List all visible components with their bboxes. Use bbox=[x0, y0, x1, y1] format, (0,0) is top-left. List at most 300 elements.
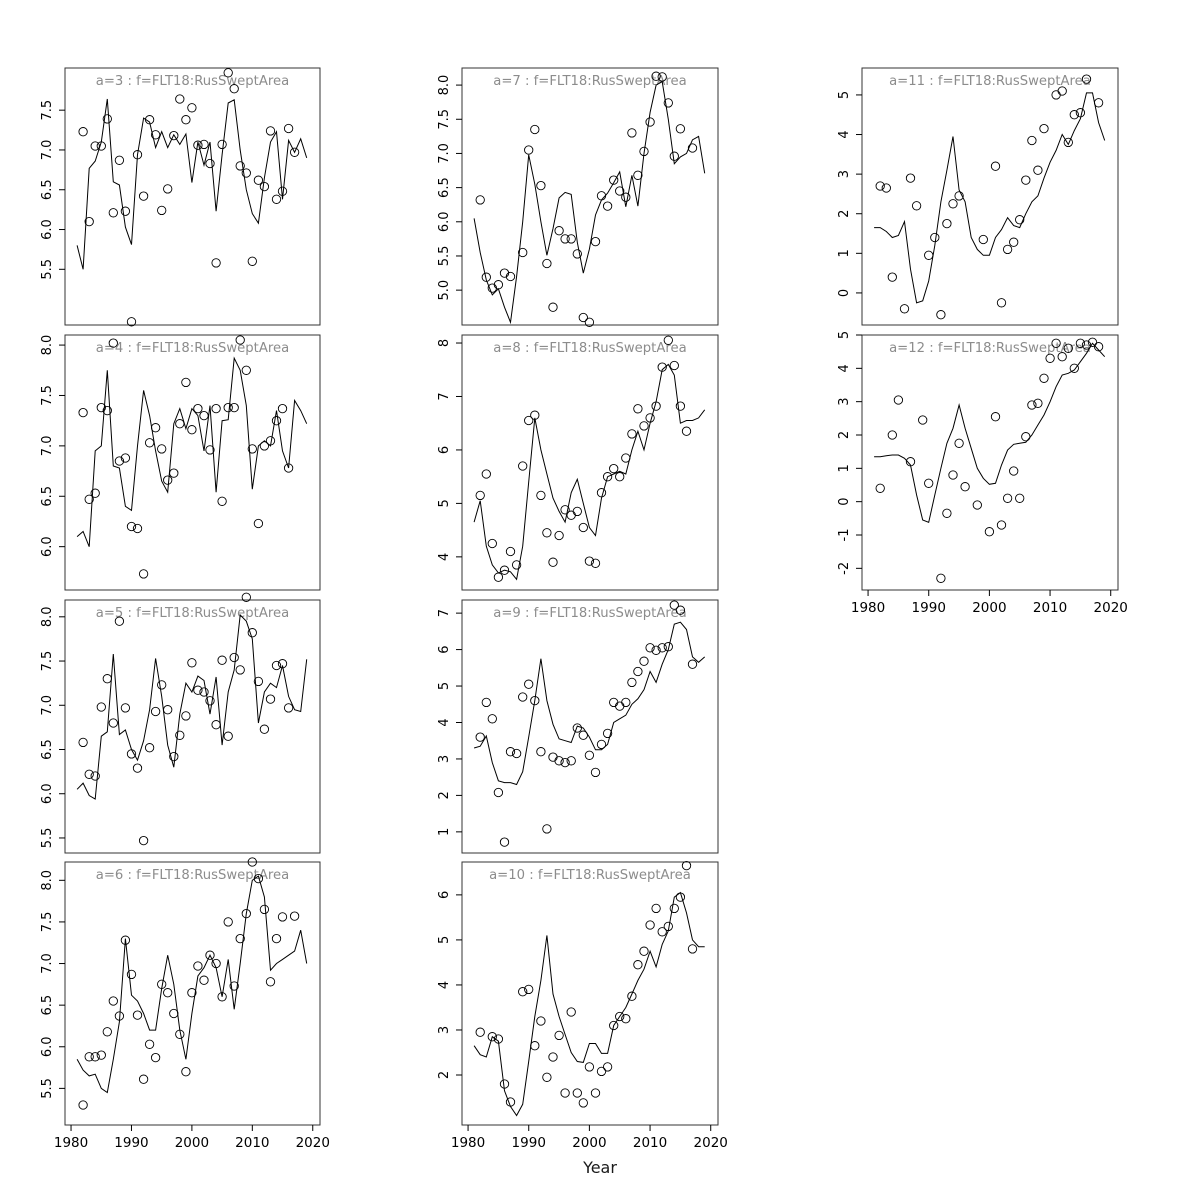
data-point bbox=[224, 918, 232, 926]
x-tick-label: 2010 bbox=[1032, 600, 1068, 616]
data-point bbox=[925, 479, 933, 487]
data-point bbox=[494, 788, 502, 796]
data-point bbox=[278, 404, 286, 412]
data-point bbox=[200, 140, 208, 148]
data-point bbox=[236, 666, 244, 674]
y-tick-label: 1 bbox=[837, 249, 852, 258]
data-point bbox=[158, 681, 166, 689]
data-point bbox=[218, 656, 226, 664]
data-point bbox=[616, 473, 624, 481]
data-point bbox=[139, 1075, 147, 1083]
data-point bbox=[109, 209, 117, 217]
y-tick-label: 5 bbox=[837, 90, 852, 100]
data-point bbox=[1070, 364, 1078, 372]
data-point bbox=[616, 702, 624, 710]
data-point bbox=[622, 698, 630, 706]
data-point bbox=[573, 507, 581, 515]
data-point bbox=[888, 431, 896, 439]
panel-border bbox=[462, 600, 718, 853]
data-point bbox=[284, 704, 292, 712]
y-tick-label: 4 bbox=[837, 130, 852, 139]
x-tick-label: 1980 bbox=[450, 1135, 486, 1151]
data-point bbox=[145, 439, 153, 447]
data-point bbox=[164, 706, 172, 714]
y-tick-label: 7.5 bbox=[40, 385, 55, 406]
y-tick-label: 3 bbox=[837, 169, 852, 179]
data-point bbox=[260, 725, 268, 733]
y-tick-label: 4 bbox=[837, 364, 852, 373]
data-point bbox=[182, 1068, 190, 1076]
y-tick-label: 8.0 bbox=[437, 74, 452, 96]
data-point bbox=[579, 313, 587, 321]
panel-a12 bbox=[837, 331, 1128, 616]
fit-line bbox=[474, 82, 705, 323]
panel-title: a=9 : f=FLT18:RusSweptArea bbox=[493, 606, 687, 621]
data-point bbox=[555, 531, 563, 539]
data-point bbox=[139, 192, 147, 200]
data-point bbox=[164, 989, 172, 997]
data-point bbox=[266, 978, 274, 986]
panel-border bbox=[462, 68, 718, 325]
data-point bbox=[272, 417, 280, 425]
data-point bbox=[194, 962, 202, 970]
data-point bbox=[512, 749, 520, 757]
y-tick-label: 8.0 bbox=[40, 334, 55, 356]
y-tick-label: 3 bbox=[437, 1025, 452, 1035]
data-point bbox=[531, 1042, 539, 1050]
y-tick-label: 7.5 bbox=[437, 108, 452, 130]
data-point bbox=[139, 836, 147, 844]
y-tick-label: 6 bbox=[437, 445, 452, 455]
data-point bbox=[1022, 176, 1030, 184]
data-point bbox=[912, 202, 920, 210]
data-point bbox=[931, 233, 939, 241]
data-point bbox=[500, 838, 508, 846]
data-point bbox=[91, 772, 99, 780]
data-point bbox=[85, 770, 93, 778]
y-tick-label: 2 bbox=[837, 209, 852, 218]
data-point bbox=[188, 659, 196, 667]
data-point bbox=[1076, 109, 1084, 117]
y-tick-label: 8 bbox=[437, 338, 452, 348]
y-tick-label: 5.5 bbox=[40, 1078, 55, 1099]
data-point bbox=[525, 680, 533, 688]
data-point bbox=[284, 124, 292, 132]
y-tick-label: 6.0 bbox=[40, 219, 55, 240]
x-tick-label: 2020 bbox=[295, 1135, 330, 1151]
data-point bbox=[176, 731, 184, 739]
y-tick-label: 1 bbox=[437, 827, 452, 836]
data-point bbox=[158, 206, 166, 214]
data-point bbox=[955, 439, 963, 447]
data-point bbox=[634, 961, 642, 969]
y-tick-label: 2 bbox=[437, 791, 452, 800]
data-point bbox=[543, 529, 551, 537]
fit-line bbox=[474, 622, 705, 784]
panel-a4 bbox=[40, 335, 320, 590]
data-point bbox=[640, 657, 648, 665]
data-point bbox=[476, 733, 484, 741]
panel-title: a=4 : f=FLT18:RusSweptArea bbox=[95, 341, 290, 356]
fit-line bbox=[77, 99, 307, 269]
data-point bbox=[579, 731, 587, 739]
panel-title: a=3 : f=FLT18:RusSweptArea bbox=[95, 74, 290, 89]
data-point bbox=[603, 1063, 611, 1071]
data-point bbox=[561, 758, 569, 766]
x-tick-label: 2020 bbox=[693, 1135, 728, 1151]
data-point bbox=[476, 491, 484, 499]
data-point bbox=[591, 237, 599, 245]
data-point bbox=[158, 445, 166, 453]
data-point bbox=[634, 667, 642, 675]
y-tick-label: 6.0 bbox=[40, 1036, 55, 1058]
panel-border bbox=[65, 600, 320, 853]
data-point bbox=[109, 997, 117, 1005]
data-point bbox=[170, 1009, 178, 1017]
data-point bbox=[622, 193, 630, 201]
panel-title: a=7 : f=FLT18:RusSweptArea bbox=[493, 74, 687, 89]
data-point bbox=[248, 257, 256, 265]
data-point bbox=[212, 721, 220, 729]
data-point bbox=[1070, 111, 1078, 119]
data-point bbox=[549, 303, 557, 311]
data-point bbox=[597, 1067, 605, 1075]
data-point bbox=[906, 174, 914, 182]
data-point bbox=[670, 152, 678, 160]
data-point bbox=[218, 497, 226, 505]
data-point bbox=[555, 757, 563, 765]
x-tick-label: 2020 bbox=[1093, 600, 1128, 616]
data-point bbox=[133, 1011, 141, 1019]
data-point bbox=[670, 904, 678, 912]
x-tick-label: 2000 bbox=[972, 600, 1007, 616]
data-point bbox=[688, 660, 696, 668]
panel-title: a=12 : f=FLT18:RusSweptArea bbox=[889, 341, 1091, 356]
data-point bbox=[194, 686, 202, 694]
y-tick-label: -2 bbox=[837, 561, 852, 575]
y-tick-label: 7.0 bbox=[40, 953, 55, 974]
data-point bbox=[266, 695, 274, 703]
data-point bbox=[145, 1040, 153, 1048]
data-point bbox=[876, 182, 884, 190]
data-point bbox=[79, 738, 87, 746]
data-point bbox=[151, 1053, 159, 1061]
data-point bbox=[597, 192, 605, 200]
data-point bbox=[943, 509, 951, 517]
data-point bbox=[139, 570, 147, 578]
data-point bbox=[688, 144, 696, 152]
data-point bbox=[206, 697, 214, 705]
data-point bbox=[937, 311, 945, 319]
y-tick-label: 7 bbox=[437, 608, 452, 618]
data-point bbox=[1003, 245, 1011, 253]
y-tick-label: 6.0 bbox=[437, 211, 452, 233]
panel-title: a=5 : f=FLT18:RusSweptArea bbox=[95, 606, 290, 621]
data-point bbox=[1010, 467, 1018, 475]
data-point bbox=[1040, 124, 1048, 132]
data-point bbox=[682, 427, 690, 435]
data-point bbox=[985, 528, 993, 536]
x-tick-label: 2000 bbox=[572, 1135, 607, 1151]
data-point bbox=[646, 921, 654, 929]
y-tick-label: 5.0 bbox=[437, 279, 452, 301]
fit-line bbox=[474, 364, 705, 579]
y-tick-label: 7.0 bbox=[40, 435, 55, 457]
data-point bbox=[991, 413, 999, 421]
panel-a6 bbox=[40, 858, 330, 1151]
data-point bbox=[272, 934, 280, 942]
y-tick-label: 4 bbox=[437, 718, 452, 727]
data-point bbox=[488, 715, 496, 723]
data-point bbox=[266, 127, 274, 135]
data-point bbox=[1052, 91, 1060, 99]
y-tick-label: 0 bbox=[837, 497, 852, 506]
data-point bbox=[1034, 166, 1042, 174]
data-point bbox=[164, 476, 172, 484]
panel-border bbox=[862, 68, 1118, 325]
y-tick-label: 6.5 bbox=[40, 485, 55, 507]
panel-a3 bbox=[40, 68, 320, 326]
data-point bbox=[900, 305, 908, 313]
data-point bbox=[676, 402, 684, 410]
data-point bbox=[894, 396, 902, 404]
data-point bbox=[585, 751, 593, 759]
x-tick-label: 2010 bbox=[632, 1135, 668, 1151]
y-tick-label: 6 bbox=[437, 645, 452, 654]
y-tick-label: 5 bbox=[837, 330, 852, 340]
data-point bbox=[133, 764, 141, 772]
data-point bbox=[670, 361, 678, 369]
panel-a7 bbox=[437, 68, 718, 326]
fit-line bbox=[874, 93, 1105, 303]
y-tick-label: 7.0 bbox=[437, 143, 452, 164]
data-point bbox=[188, 426, 196, 434]
data-point bbox=[628, 430, 636, 438]
data-point bbox=[170, 469, 178, 477]
data-point bbox=[543, 825, 551, 833]
y-tick-label: 6 bbox=[437, 890, 452, 900]
y-tick-label: 4 bbox=[437, 980, 452, 990]
data-point bbox=[212, 404, 220, 412]
data-point bbox=[991, 162, 999, 170]
y-tick-label: 5 bbox=[437, 499, 452, 508]
data-point bbox=[182, 116, 190, 124]
data-point bbox=[206, 159, 214, 167]
data-point bbox=[888, 273, 896, 281]
y-tick-label: 7.5 bbox=[40, 650, 55, 672]
data-point bbox=[212, 259, 220, 267]
fit-line bbox=[77, 615, 307, 799]
data-point bbox=[537, 491, 545, 499]
x-tick-label: 1990 bbox=[911, 600, 946, 616]
panel-border bbox=[862, 335, 1118, 590]
data-point bbox=[973, 501, 981, 509]
data-point bbox=[622, 454, 630, 462]
data-point bbox=[121, 704, 129, 712]
data-point bbox=[591, 1089, 599, 1097]
data-point bbox=[610, 464, 618, 472]
data-point bbox=[506, 1098, 514, 1106]
data-point bbox=[482, 698, 490, 706]
y-tick-label: 7.5 bbox=[40, 911, 55, 933]
data-point bbox=[919, 416, 927, 424]
panel-a11 bbox=[837, 68, 1118, 325]
data-point bbox=[537, 748, 545, 756]
data-point bbox=[79, 1101, 87, 1109]
data-point bbox=[640, 422, 648, 430]
data-point bbox=[997, 521, 1005, 529]
x-tick-label: 1990 bbox=[114, 1135, 149, 1151]
data-point bbox=[248, 629, 256, 637]
data-point bbox=[573, 1089, 581, 1097]
y-tick-label: 7.0 bbox=[40, 139, 55, 161]
data-point bbox=[482, 470, 490, 478]
panel-title: a=11 : f=FLT18:RusSweptArea bbox=[889, 74, 1091, 89]
y-tick-label: 2 bbox=[437, 1070, 452, 1080]
data-point bbox=[876, 484, 884, 492]
panel-a8 bbox=[437, 335, 718, 590]
data-point bbox=[97, 703, 105, 711]
data-point bbox=[212, 959, 220, 967]
y-tick-label: 5.5 bbox=[40, 827, 55, 849]
data-point bbox=[488, 539, 496, 547]
x-tick-label: 2010 bbox=[235, 1135, 270, 1151]
y-tick-label: 0 bbox=[837, 288, 852, 298]
data-point bbox=[579, 523, 587, 531]
data-point bbox=[628, 678, 636, 686]
data-point bbox=[218, 140, 226, 148]
data-point bbox=[133, 524, 141, 532]
y-tick-label: 6.5 bbox=[40, 994, 55, 1016]
data-point bbox=[164, 185, 172, 193]
y-tick-label: 6.0 bbox=[40, 536, 55, 558]
data-point bbox=[579, 1099, 587, 1107]
data-point bbox=[549, 753, 557, 761]
data-point bbox=[949, 471, 957, 479]
y-tick-label: 1 bbox=[837, 464, 852, 473]
data-point bbox=[573, 724, 581, 732]
x-tick-label: 1980 bbox=[53, 1135, 89, 1151]
data-point bbox=[567, 511, 575, 519]
y-tick-label: 7.5 bbox=[40, 99, 55, 121]
data-point bbox=[561, 1089, 569, 1097]
data-point bbox=[597, 489, 605, 497]
y-tick-label: 8.0 bbox=[40, 869, 55, 891]
data-point bbox=[230, 403, 238, 411]
data-point bbox=[688, 945, 696, 953]
data-point bbox=[1028, 136, 1036, 144]
data-point bbox=[1034, 399, 1042, 407]
fit-line bbox=[77, 876, 307, 1092]
panel-title: a=8 : f=FLT18:RusSweptArea bbox=[493, 341, 687, 356]
data-point bbox=[634, 405, 642, 413]
y-tick-label: 6.5 bbox=[437, 177, 452, 198]
data-point bbox=[531, 125, 539, 133]
data-point bbox=[200, 976, 208, 984]
panel-border bbox=[65, 862, 320, 1125]
data-point bbox=[79, 128, 87, 136]
panel-title: a=10 : f=FLT18:RusSweptArea bbox=[489, 868, 691, 883]
panel-a10 bbox=[437, 861, 728, 1151]
y-tick-label: 6.5 bbox=[40, 739, 55, 760]
data-point bbox=[176, 95, 184, 103]
y-tick-label: 5.5 bbox=[40, 258, 55, 280]
data-point bbox=[997, 299, 1005, 307]
data-point bbox=[109, 719, 117, 727]
y-tick-label: 5 bbox=[437, 681, 452, 691]
y-tick-label: 5.5 bbox=[437, 245, 452, 267]
y-tick-label: 2 bbox=[837, 430, 852, 440]
data-point bbox=[646, 414, 654, 422]
data-point bbox=[254, 519, 262, 527]
data-point bbox=[200, 688, 208, 696]
data-point bbox=[260, 182, 268, 190]
data-point bbox=[925, 251, 933, 259]
data-point bbox=[127, 522, 135, 530]
data-point bbox=[1003, 494, 1011, 502]
y-tick-label: 3 bbox=[837, 397, 852, 406]
data-point bbox=[91, 1053, 99, 1061]
y-tick-label: 4 bbox=[437, 552, 452, 561]
data-point bbox=[646, 118, 654, 126]
data-point bbox=[1028, 401, 1036, 409]
data-point bbox=[597, 740, 605, 748]
data-point bbox=[585, 1063, 593, 1071]
data-point bbox=[573, 250, 581, 258]
data-point bbox=[943, 219, 951, 227]
y-tick-label: 6.5 bbox=[40, 179, 55, 201]
y-tick-label: 5 bbox=[437, 935, 452, 945]
data-point bbox=[676, 125, 684, 133]
panel-border bbox=[65, 335, 320, 590]
panel-title: a=6 : f=FLT18:RusSweptArea bbox=[95, 868, 290, 883]
data-point bbox=[230, 653, 238, 661]
data-point bbox=[176, 420, 184, 428]
data-point bbox=[537, 181, 545, 189]
y-tick-label: 8.0 bbox=[40, 606, 55, 628]
data-point bbox=[194, 404, 202, 412]
data-point bbox=[543, 1073, 551, 1081]
data-point bbox=[224, 732, 232, 740]
data-point bbox=[182, 712, 190, 720]
data-point bbox=[882, 184, 890, 192]
data-point bbox=[188, 104, 196, 112]
data-point bbox=[652, 904, 660, 912]
data-point bbox=[151, 424, 159, 432]
data-point bbox=[1040, 374, 1048, 382]
data-point bbox=[537, 1017, 545, 1025]
y-tick-label: -1 bbox=[837, 528, 852, 542]
data-point bbox=[272, 195, 280, 203]
data-point bbox=[628, 129, 636, 137]
data-point bbox=[525, 146, 533, 154]
data-point bbox=[640, 947, 648, 955]
data-point bbox=[634, 171, 642, 179]
data-point bbox=[115, 156, 123, 164]
data-point bbox=[519, 693, 527, 701]
data-point bbox=[278, 913, 286, 921]
panel-border bbox=[462, 335, 718, 590]
data-point bbox=[1016, 494, 1024, 502]
data-point bbox=[103, 1028, 111, 1036]
data-point bbox=[476, 1028, 484, 1036]
data-point bbox=[937, 574, 945, 582]
data-point bbox=[127, 970, 135, 978]
fit-line bbox=[77, 358, 307, 547]
data-point bbox=[97, 1051, 105, 1059]
data-point bbox=[603, 202, 611, 210]
data-point bbox=[591, 768, 599, 776]
